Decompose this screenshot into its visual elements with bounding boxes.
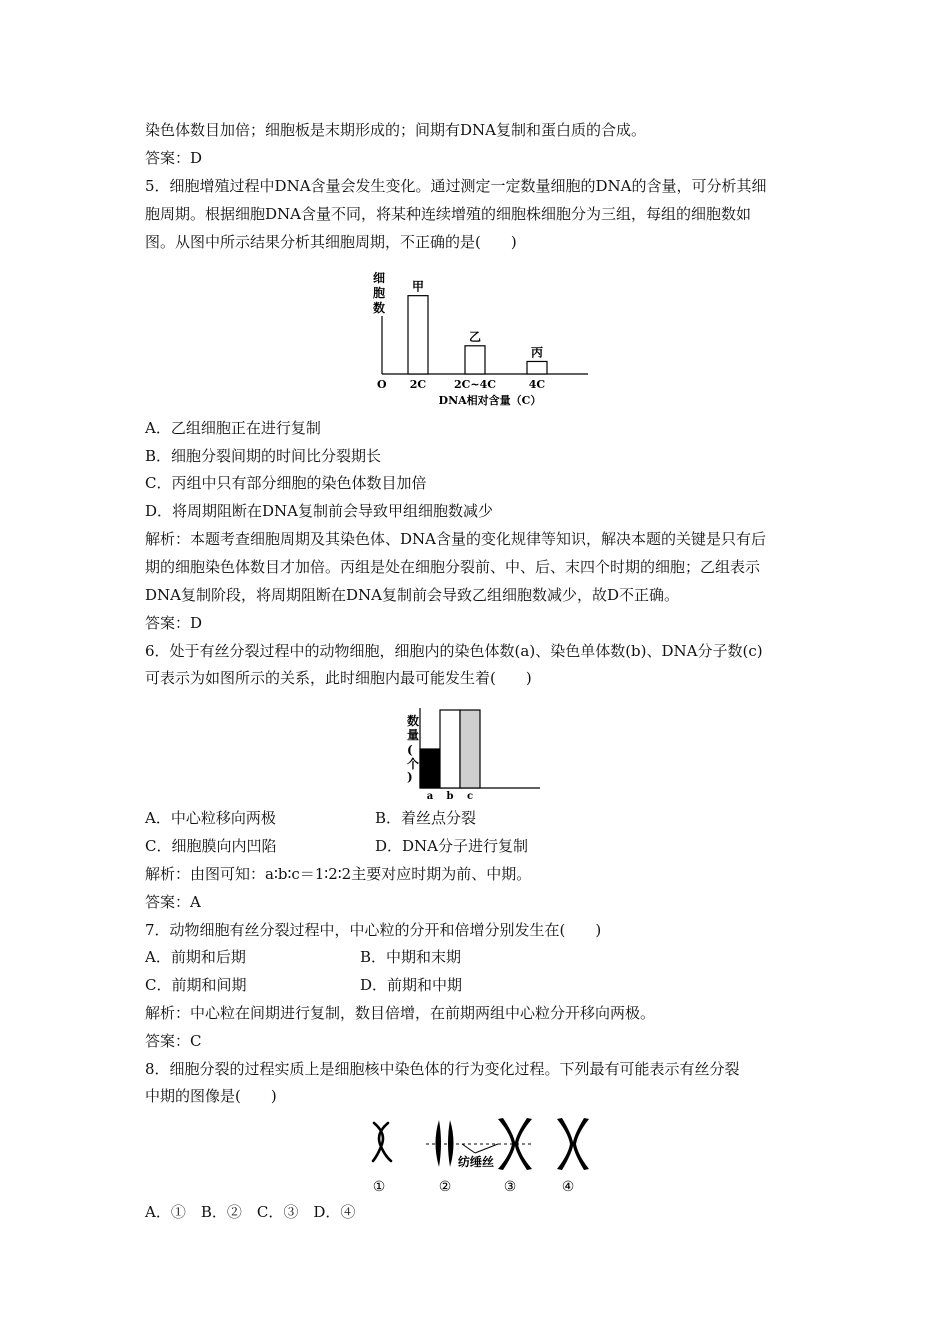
chart1-origin-label: O (377, 378, 387, 391)
chart1-ylabel-char: 胞 (373, 286, 386, 300)
spindle-label: 纺缍丝 (458, 1155, 495, 1169)
q5-option-a: A．乙组细胞正在进行复制 (145, 419, 321, 437)
q5-answer: 答案：D (145, 614, 203, 632)
chart2-ylabel-char: ( (407, 743, 413, 757)
q5-option-c: C．丙组中只有部分细胞的染色体数目加倍 (145, 474, 427, 492)
q6-stem-line-2: 可表示为如图所示的关系，此时细胞内最可能发生着( ) (145, 669, 532, 687)
text-line: 染色体数目加倍；细胞板是末期形成的；间期有DNA复制和蛋白质的合成。 (145, 121, 646, 139)
q6-option-b: B．着丝点分裂 (375, 809, 477, 827)
chart2-tick-label-b: b (446, 791, 454, 802)
chart2-tick-label-c: c (466, 791, 474, 802)
q7-option-c: C．前期和间期 (145, 976, 247, 994)
chromosome-4-drawing (557, 1118, 589, 1170)
q7-answer: 答案：C (145, 1032, 202, 1050)
chart1-tick-label-1: 2C (409, 378, 427, 391)
q5-stem-line-2: 胞周期。根据细胞DNA含量不同，将某种连续增殖的细胞株细胞分为三组，每组的细胞数如 (145, 205, 751, 223)
q7-option-a: A．前期和后期 (145, 948, 246, 966)
q6-option-d: D．DNA分子进行复制 (375, 837, 529, 855)
q5-option-b: B．细胞分裂间期的时间比分裂期长 (145, 447, 382, 465)
q6-answer: 答案：A (145, 893, 201, 911)
q7-stem: 7．动物细胞有丝分裂过程中，中心粒的分开和倍增分别发生在( ) (145, 921, 602, 939)
chart2-bars (420, 710, 480, 802)
q5-option-d: D．将周期阻断在DNA复制前会导致甲组细胞数减少 (145, 502, 494, 520)
figure-label-4: ④ (561, 1179, 575, 1195)
chart2-ylabel-char: 量 (407, 728, 420, 742)
q7-explanation: 解析：中心粒在间期进行复制，数目倍增，在前期两组中心粒分开移向两极。 (145, 1004, 656, 1022)
figure-label-1: ① (372, 1179, 386, 1195)
chart2-bar-b (440, 710, 460, 788)
chart1-bar-3 (527, 361, 547, 374)
q5-explanation-line-1: 解析：本题考查细胞周期及其染色体、DNA含量的变化规律等知识，解决本题的关键是只有后 (145, 530, 766, 548)
abc-bar-chart (400, 702, 550, 802)
chart1-bar-label-3: 丙 (530, 345, 544, 360)
chart2-ylabel-char: 个 (407, 757, 420, 771)
q7-option-b: B．中期和末期 (360, 948, 462, 966)
chromosome-figure (360, 1115, 590, 1197)
q5-stem-line-1: 5．细胞增殖过程中DNA含量会发生变化。通过测定一定数量细胞的DNA的含量，可分析其细 (145, 177, 767, 195)
chart1-ylabel-char: 数 (373, 301, 386, 315)
chart2-bar-a (420, 749, 440, 788)
figure-label-3: ③ (503, 1179, 517, 1195)
q5-explanation-line-3: DNA复制阶段，将周期阻断在DNA复制前会导致乙组细胞数减少，故D不正确。 (145, 586, 679, 604)
q6-option-a: A．中心粒移向两极 (145, 809, 276, 827)
chart2-ylabel-char: 数 (407, 714, 420, 728)
q6-option-c: C．细胞膜向内凹陷 (145, 837, 277, 855)
chart1-xlabel: DNA相对含量（C） (438, 394, 542, 407)
dna-content-bar-chart (360, 268, 600, 414)
chart1-ylabel-char: 细 (373, 271, 386, 285)
chart1-bar-label-2: 乙 (468, 329, 482, 344)
chart1-bar-label-1: 甲 (411, 279, 425, 294)
q6-stem-line-1: 6．处于有丝分裂过程中的动物细胞，细胞内的染色体数(a)、染色单体数(b)、DNA分子数(c) (145, 642, 763, 660)
chart1-tick-label-3: 4C (528, 378, 546, 391)
chart2-tick-label-a: a (426, 791, 434, 802)
chart1-tick-label-2: 2C~4C (453, 378, 497, 391)
q7-option-d: D．前期和中期 (360, 976, 463, 994)
chromosome-3-drawing (498, 1118, 532, 1170)
q6-explanation: 解析：由图可知：a∶b∶c＝1∶2∶2主要对应时期为前、中期。 (145, 865, 532, 883)
q8-stem-line-2: 中期的图像是( ) (145, 1087, 277, 1105)
spindle-pointer-lines (462, 1144, 498, 1153)
chart1-bar-2 (465, 346, 485, 374)
chart2-bar-c (460, 710, 480, 788)
q8-stem-line-1: 8．细胞分裂的过程实质上是细胞核中染色体的行为变化过程。下列最有可能表示有丝分裂 (145, 1060, 740, 1078)
chart1-bar-1 (408, 296, 428, 374)
q8-options: A．① B．② C．③ D．④ (145, 1203, 356, 1221)
chart2-ylabel-char: ) (407, 770, 413, 784)
q5-explanation-line-2: 期的细胞染色体数目才加倍。丙组是处在细胞分裂前、中、后、末四个时期的细胞；乙组表示 (145, 558, 761, 576)
figure-label-2: ② (438, 1179, 452, 1195)
answer-line: 答案：D (145, 149, 203, 167)
chromosome-1-drawing (373, 1123, 391, 1161)
q5-stem-line-3: 图。从图中所示结果分析其细胞周期，不正确的是( ) (145, 233, 517, 251)
